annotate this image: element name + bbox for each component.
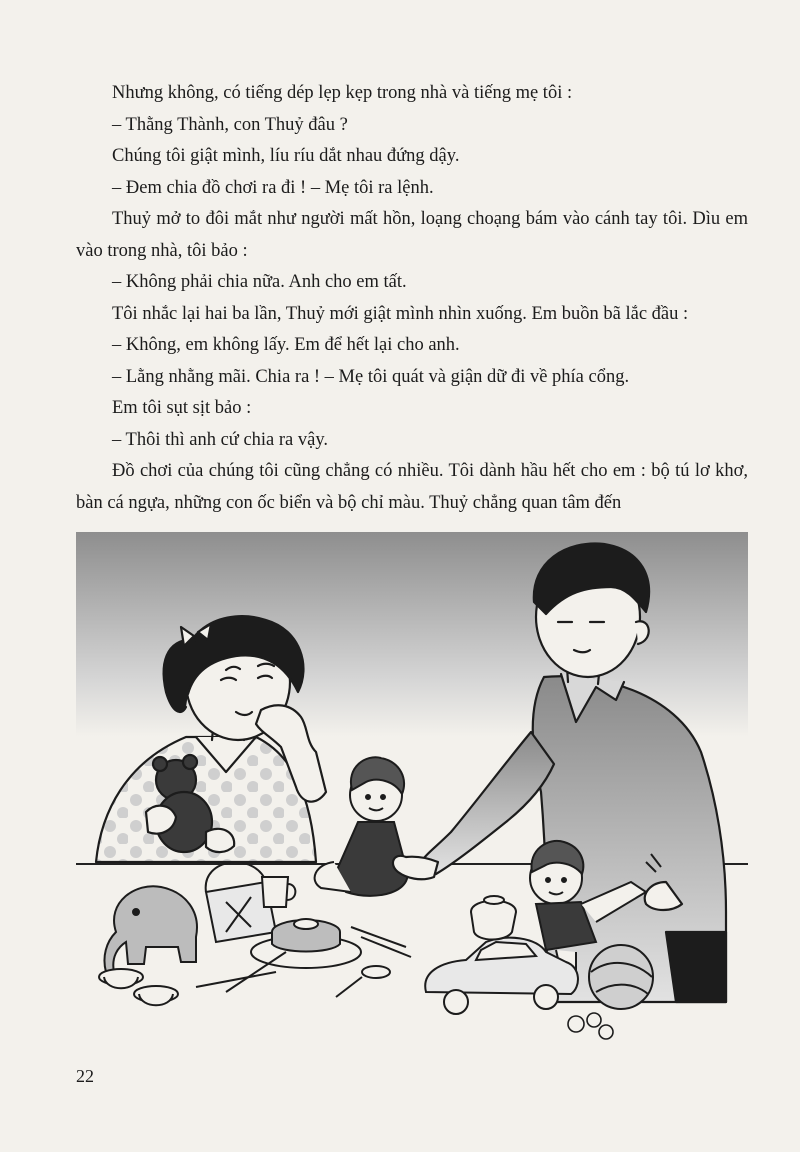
story-illustration bbox=[76, 532, 748, 1052]
toy-teacups bbox=[99, 969, 178, 1005]
paragraph: Chúng tôi giật mình, líu ríu dắt nhau đứng dậy. bbox=[112, 146, 460, 166]
toy-mug bbox=[262, 877, 295, 907]
story-text bbox=[76, 78, 748, 519]
toy-ball bbox=[589, 945, 653, 1009]
paragraph: Em tôi sụt sịt bảo : bbox=[112, 398, 252, 418]
toy-teapot bbox=[471, 896, 516, 940]
toy-marbles bbox=[568, 1013, 613, 1039]
paragraph: Thuỷ mở to đôi mắt như người mất hồn, loạng choạng bám vào cánh tay tôi. Dìu em vào trong nhà, tôi bảo : bbox=[76, 209, 748, 261]
paragraph: – Không phải chia nữa. Anh cho em tất. bbox=[112, 272, 407, 292]
illustration-drawing bbox=[76, 532, 748, 1052]
paragraph: – Lằng nhằng mãi. Chia ra ! – Mẹ tôi quát và giận dữ đi về phía cổng. bbox=[112, 366, 630, 387]
paragraph: Nhưng không, có tiếng dép lẹp kẹp trong nhà và tiếng mẹ tôi : bbox=[112, 83, 573, 103]
paragraph: Tôi nhắc lại hai ba lần, Thuỷ mới giật mình nhìn xuống. Em buồn bã lắc đầu : bbox=[112, 303, 689, 324]
paragraph: – Đem chia đồ chơi ra đi ! – Mẹ tôi ra lệnh. bbox=[112, 177, 434, 198]
paragraph: Đồ chơi của chúng tôi cũng chẳng có nhiều. Tôi dành hầu hết cho em : bộ tú lơ khơ, bàn cá ngựa, những con ốc biển và bộ chỉ màu. Thuỷ chẳng quan tâm đến bbox=[76, 461, 748, 513]
paragraph: – Thôi thì anh cứ chia ra vậy. bbox=[112, 429, 329, 450]
paragraph: – Không, em không lấy. Em để hết lại cho anh. bbox=[112, 335, 460, 355]
paragraph: – Thằng Thành, con Thuỷ đâu ? bbox=[112, 114, 348, 135]
page-number: 22 bbox=[76, 1066, 94, 1086]
toy-elephant bbox=[104, 886, 196, 972]
